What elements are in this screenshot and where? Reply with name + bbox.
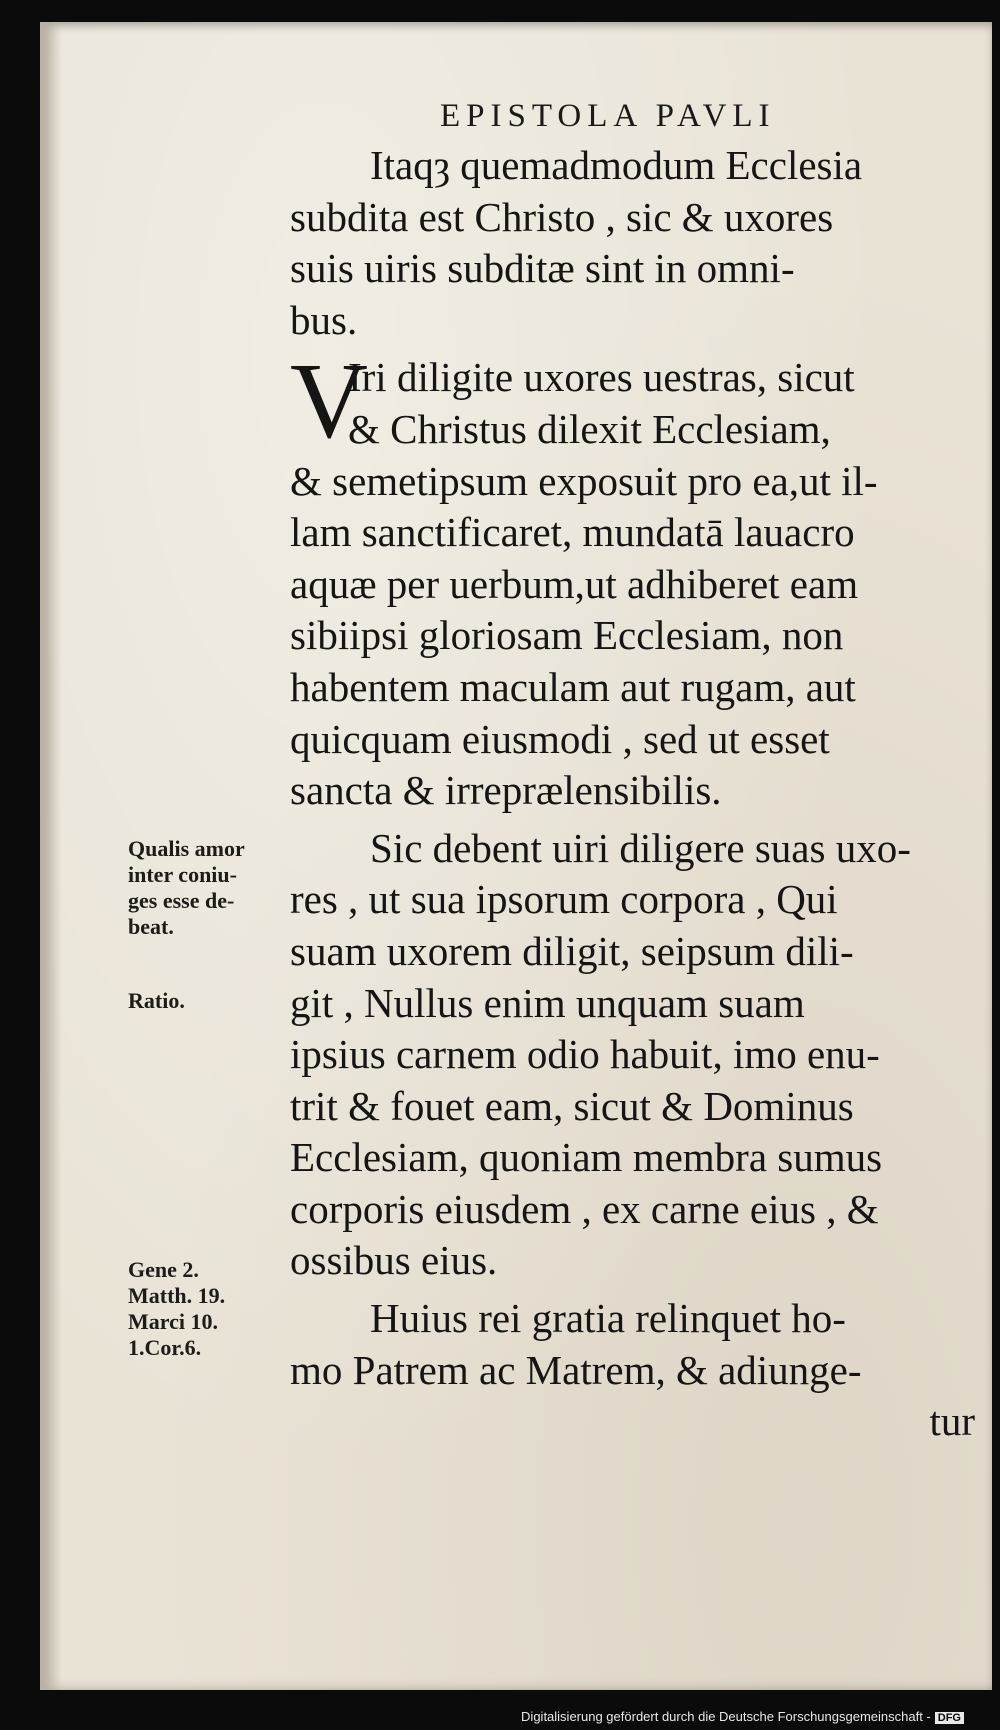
text-line: & semetipsum exposuit pro ea,ut il- (290, 457, 878, 504)
text-line: & Christus dilexit Ecclesiam, (348, 405, 831, 452)
paragraph-3 (290, 823, 975, 1287)
digitization-footer (521, 1709, 964, 1724)
text-line: suis uiris subditæ sint in omni- (290, 245, 795, 292)
text-line: Iri diligite uxores uestras, sicut (348, 354, 855, 401)
running-header: EPISTOLA PAVLI (440, 98, 776, 134)
footer-text: Digitalisierung gefördert durch die Deutsche Forschungsgemeinschaft - (521, 1709, 931, 1724)
margin-line: Ratio. (128, 988, 185, 1013)
margin-line: inter coniu- (128, 862, 237, 887)
margin-note-qualis-amor (128, 836, 288, 940)
paragraph-4 (290, 1293, 975, 1396)
text-line: trit & fouet eam, sicut & Dominus (290, 1082, 854, 1129)
page-gutter-shadow (40, 22, 62, 1690)
margin-note-references (128, 1257, 288, 1361)
text-line: git , Nullus enim unquam suam (290, 979, 805, 1026)
text-line: res , ut sua ipsorum corpora , Qui (290, 876, 838, 923)
paragraph-1 (290, 140, 975, 346)
text-line: mo Patrem ac Matrem, & adiunge- (290, 1346, 862, 1393)
margin-note-ratio (128, 988, 288, 1014)
text-line: Sic debent uiri diligere suas uxo- (370, 824, 911, 871)
text-line: suam uxorem diligit, seipsum dili- (290, 927, 854, 974)
dfg-logo-icon: DFG (935, 1712, 964, 1724)
margin-line: beat. (128, 914, 174, 939)
margin-line: Gene 2. (128, 1257, 199, 1282)
text-line: Ecclesiam, quoniam membra sumus (290, 1134, 883, 1181)
margin-line: Matth. 19. (128, 1283, 226, 1308)
text-line: quicquam eiusmodi , sed ut esset (290, 715, 830, 762)
text-line: ossibus eius. (290, 1237, 498, 1284)
text-line: Itaqȝ quemadmodum Ecclesia (370, 142, 863, 188)
text-line: sibiipsi gloriosam Ecclesiam, non (290, 612, 844, 659)
margin-line: 1.Cor.6. (128, 1335, 202, 1360)
text-line: Huius rei gratia relinquet ho- (370, 1295, 846, 1342)
text-line: aquæ per uerbum,ut adhiberet eam (290, 560, 859, 607)
margin-line: ges esse de- (128, 888, 235, 913)
text-line: corporis eiusdem , ex carne eius , & (290, 1185, 879, 1232)
margin-line: Marci 10. (128, 1309, 219, 1334)
paragraph-2 (290, 342, 975, 816)
text-line: habentem maculam aut rugam, aut (290, 663, 856, 710)
text-line: lam sanctificaret, mundatā lauacro (290, 509, 855, 556)
drop-cap: V (290, 342, 368, 462)
text-line: subdita est Christo , sic & uxores (290, 193, 834, 240)
margin-line: Qualis amor (128, 836, 245, 861)
catchword: tur (929, 1398, 975, 1445)
text-line: bus. (290, 296, 358, 343)
main-text-block (290, 140, 975, 1448)
text-line: sancta & irreprælensibilis. (290, 767, 722, 814)
text-line: ipsius carnem odio habuit, imo enu- (290, 1031, 880, 1078)
